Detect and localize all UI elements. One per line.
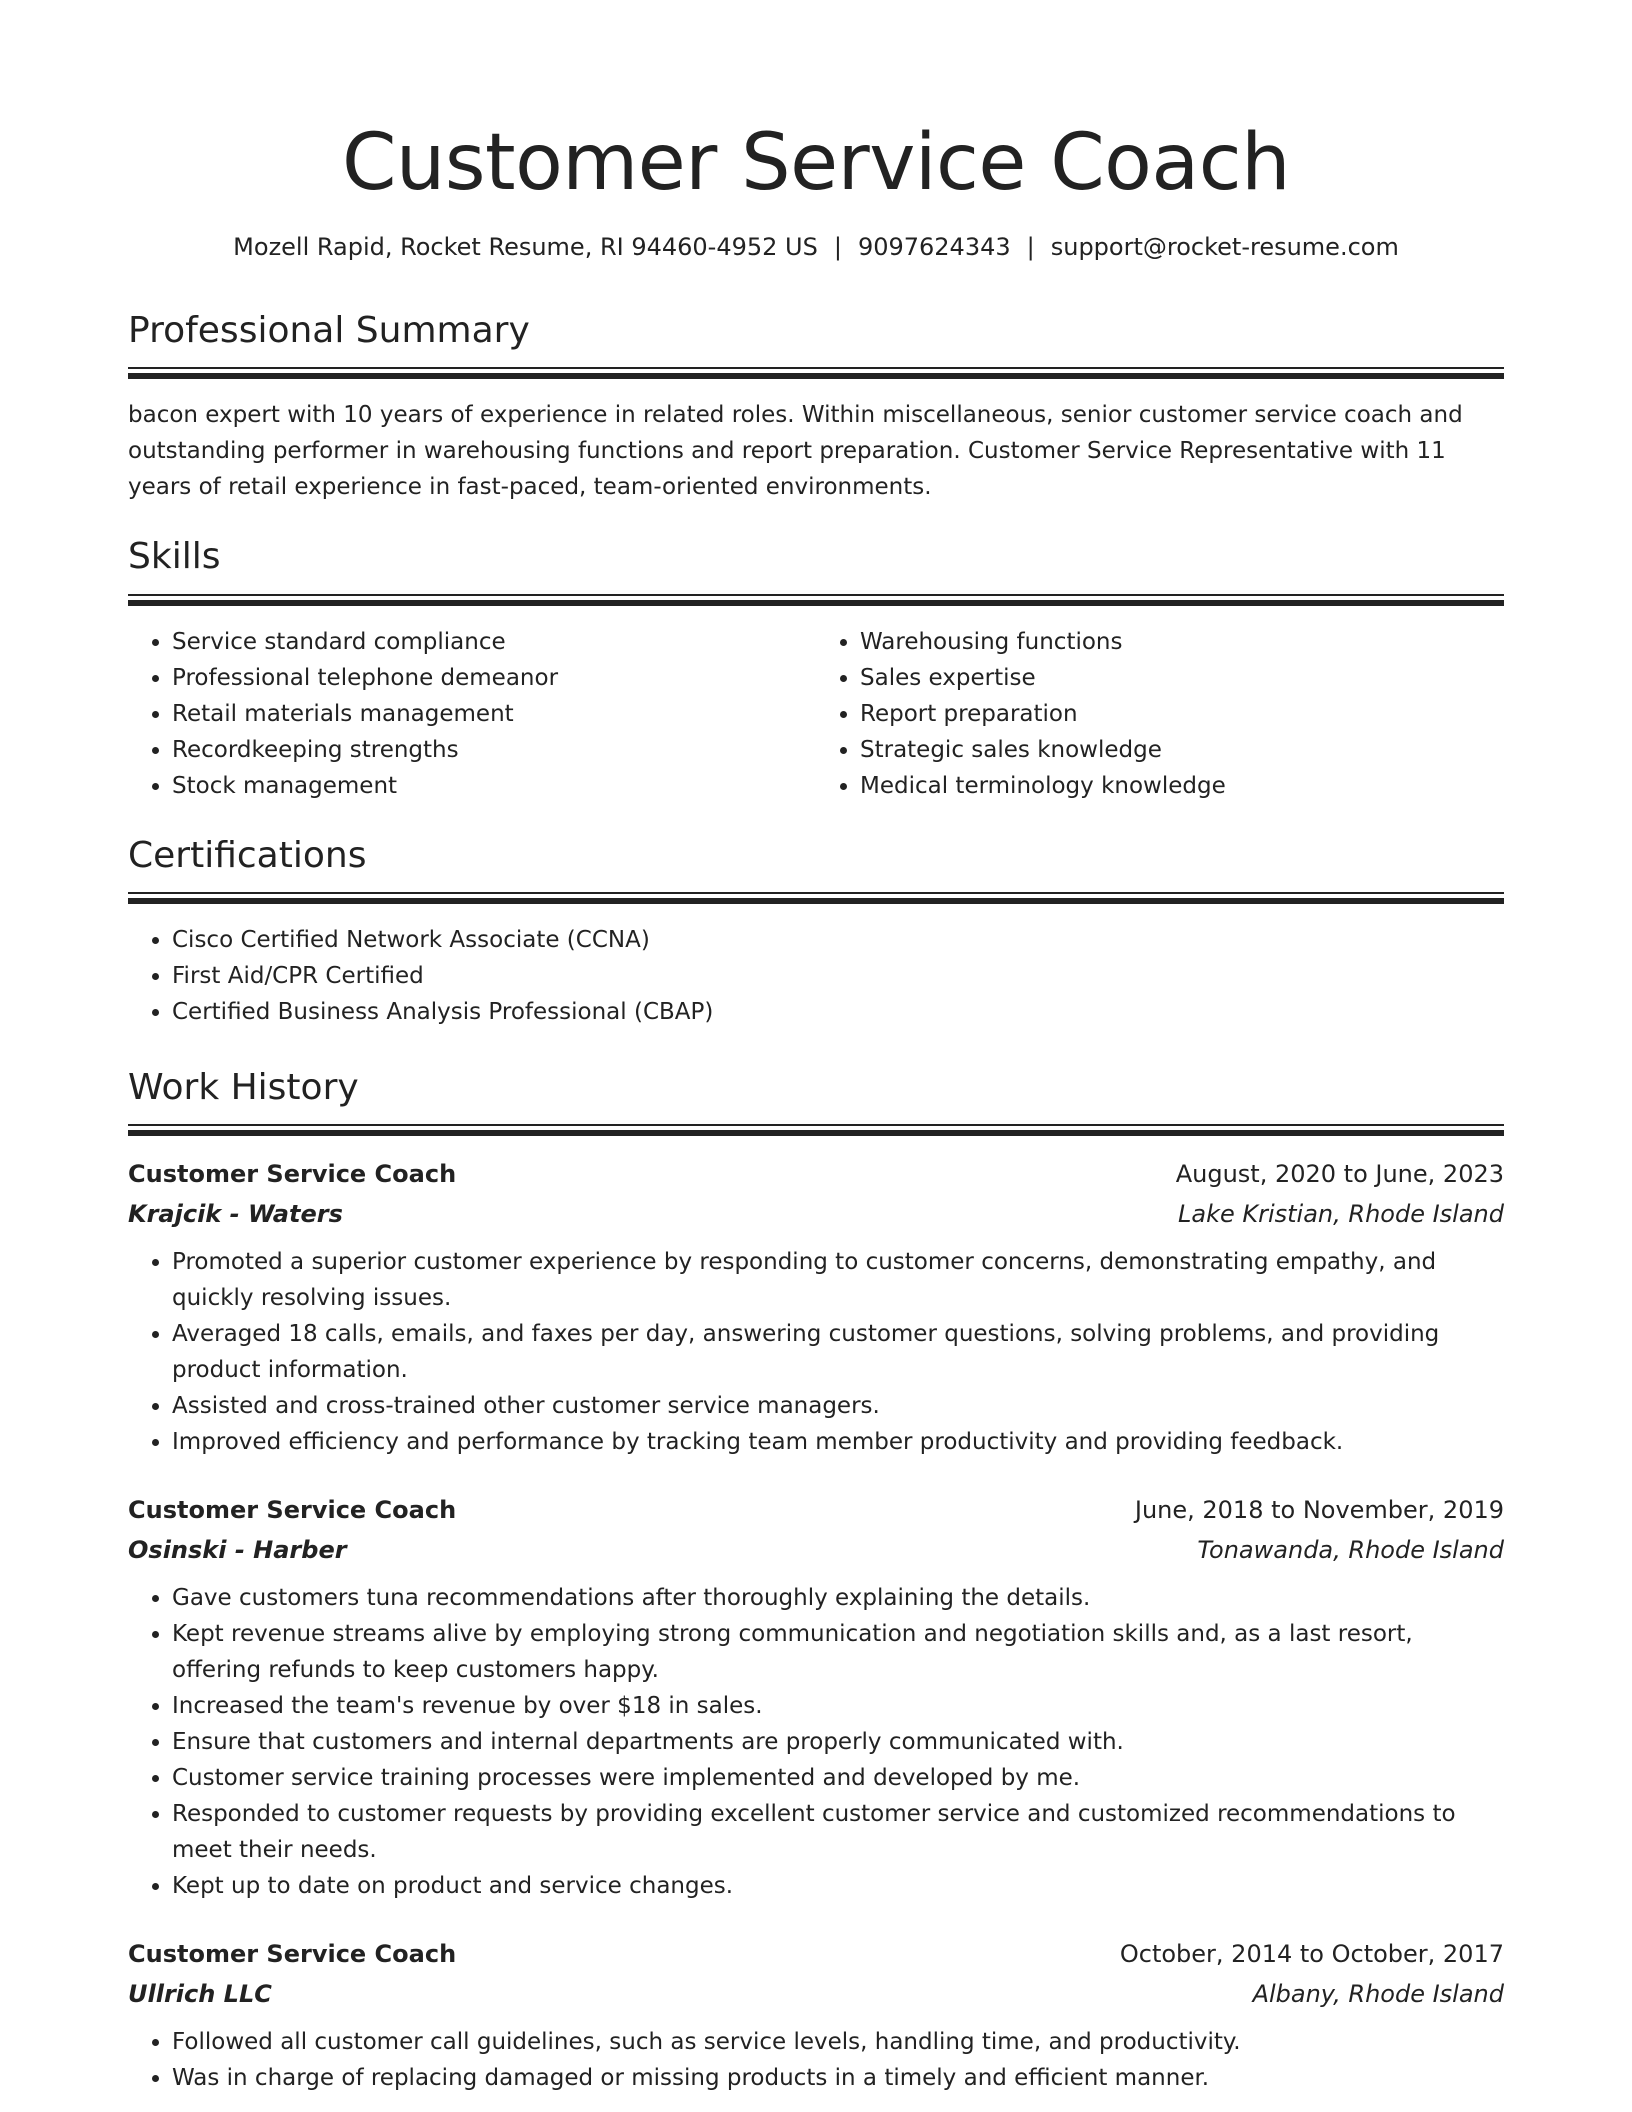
skill-item: • Stock management — [172, 768, 816, 804]
certifications-list — [128, 922, 1504, 1030]
job-bullet: • Increased the team's revenue by over $18 in sales. — [172, 1688, 1504, 1724]
job-bullet: • Improved efficiency and performance by tracking team member productivity and providing feedback. — [172, 1424, 1504, 1460]
section-divider — [128, 367, 1504, 379]
contact-address: Mozell Rapid, Rocket Resume, RI 94460-4952 US — [233, 233, 818, 261]
resume-name: Customer Service Coach — [341, 118, 1291, 208]
skill-item: • Warehousing functions — [860, 624, 1504, 660]
job-company: Osinski - Harber — [128, 1535, 347, 1564]
job-bullets — [128, 1580, 1504, 1904]
section-divider — [128, 892, 1504, 904]
summary-text: bacon expert with 10 years of experience in related roles. Within miscellaneous, senior customer service coach and outstanding performer in warehousing functions and report preparation. Customer Service Representative with 11 years of retail experience in fast-paced, team-oriented environments. — [128, 402, 1463, 501]
job-bullet: • Responded to customer requests by providing excellent customer service and customized recommendations to meet their needs. — [172, 1796, 1504, 1868]
contact-separator: | — [1026, 233, 1035, 261]
contact-line — [128, 232, 1504, 263]
job-entry — [128, 1154, 1504, 1460]
job-bullets — [128, 1244, 1504, 1460]
skill-item: • Service standard compliance — [172, 624, 816, 660]
job-bullet: • Kept revenue streams alive by employing strong communication and negotiation skills and, as a last resort, offering refunds to keep customers happy. — [172, 1616, 1504, 1688]
skill-item: • Report preparation — [860, 696, 1504, 732]
job-bullet: • Customer service training processes were implemented and developed by me. — [172, 1760, 1504, 1796]
job-bullet: • Promoted a superior customer experience by responding to customer concerns, demonstrating empathy, and quickly resolving issues. — [172, 1244, 1504, 1316]
job-bullet: • Averaged 18 calls, emails, and faxes per day, answering customer questions, solving problems, and providing product information. — [172, 1316, 1504, 1388]
job-title: Customer Service Coach — [128, 1939, 457, 1968]
contact-phone: 9097624343 — [857, 233, 1011, 261]
work-history-section — [128, 1066, 1504, 2096]
job-location: Lake Kristian, Rhode Island — [1177, 1199, 1504, 1228]
job-title: Customer Service Coach — [128, 1495, 457, 1524]
skills-list-left — [128, 624, 816, 804]
job-subheader — [128, 1530, 1504, 1570]
skill-item: • Strategic sales knowledge — [860, 732, 1504, 768]
skills-title: Skills — [128, 536, 221, 578]
job-company: Ullrich LLC — [128, 1979, 272, 2008]
certification-item: • First Aid/CPR Certified — [172, 958, 1504, 994]
skill-item: • Retail materials management — [172, 696, 816, 732]
summary-section — [128, 309, 1504, 505]
job-subheader — [128, 1194, 1504, 1234]
job-title: Customer Service Coach — [128, 1159, 457, 1188]
job-entry — [128, 1934, 1504, 2096]
work-history-title: Work History — [128, 1066, 359, 1108]
job-bullet: • Followed all customer call guidelines, such as service levels, handling time, and productivity. — [172, 2024, 1504, 2060]
job-location: Tonawanda, Rhode Island — [1197, 1535, 1504, 1564]
job-dates: August, 2020 to June, 2023 — [1175, 1159, 1504, 1188]
job-bullet: • Assisted and cross-trained other customer service managers. — [172, 1388, 1504, 1424]
section-divider — [128, 1124, 1504, 1136]
skill-item: • Recordkeeping strengths — [172, 732, 816, 768]
job-dates: June, 2018 to November, 2019 — [1134, 1495, 1504, 1524]
job-location: Albany, Rhode Island — [1252, 1979, 1504, 2008]
skills-list-right — [816, 624, 1504, 804]
certifications-section — [128, 834, 1504, 1030]
job-bullet: • Gave customers tuna recommendations after thoroughly explaining the details. — [172, 1580, 1504, 1616]
certification-item: • Certified Business Analysis Professional (CBAP) — [172, 994, 1504, 1030]
job-bullet: • Kept up to date on product and service changes. — [172, 1868, 1504, 1904]
job-bullets — [128, 2024, 1504, 2096]
job-bullet: • Was in charge of replacing damaged or missing products in a timely and efficient manner. — [172, 2060, 1504, 2096]
job-header — [128, 1934, 1504, 1974]
skills-columns — [128, 624, 1504, 804]
skill-item: • Professional telephone demeanor — [172, 660, 816, 696]
certifications-title: Certifications — [128, 834, 367, 876]
certification-item: • Cisco Certified Network Associate (CCNA) — [172, 922, 1504, 958]
summary-title: Professional Summary — [128, 310, 530, 352]
job-dates: October, 2014 to October, 2017 — [1119, 1939, 1504, 1968]
skills-section — [128, 535, 1504, 803]
contact-email: support@rocket-resume.com — [1050, 233, 1399, 261]
job-bullet: • Ensure that customers and internal departments are properly communicated with. — [172, 1724, 1504, 1760]
contact-separator: | — [833, 233, 842, 261]
job-header — [128, 1154, 1504, 1194]
job-subheader — [128, 1974, 1504, 2014]
skill-item: • Medical terminology knowledge — [860, 768, 1504, 804]
job-header — [128, 1490, 1504, 1530]
job-company: Krajcik - Waters — [128, 1199, 343, 1228]
section-divider — [128, 594, 1504, 606]
skill-item: • Sales expertise — [860, 660, 1504, 696]
job-entry — [128, 1490, 1504, 1904]
